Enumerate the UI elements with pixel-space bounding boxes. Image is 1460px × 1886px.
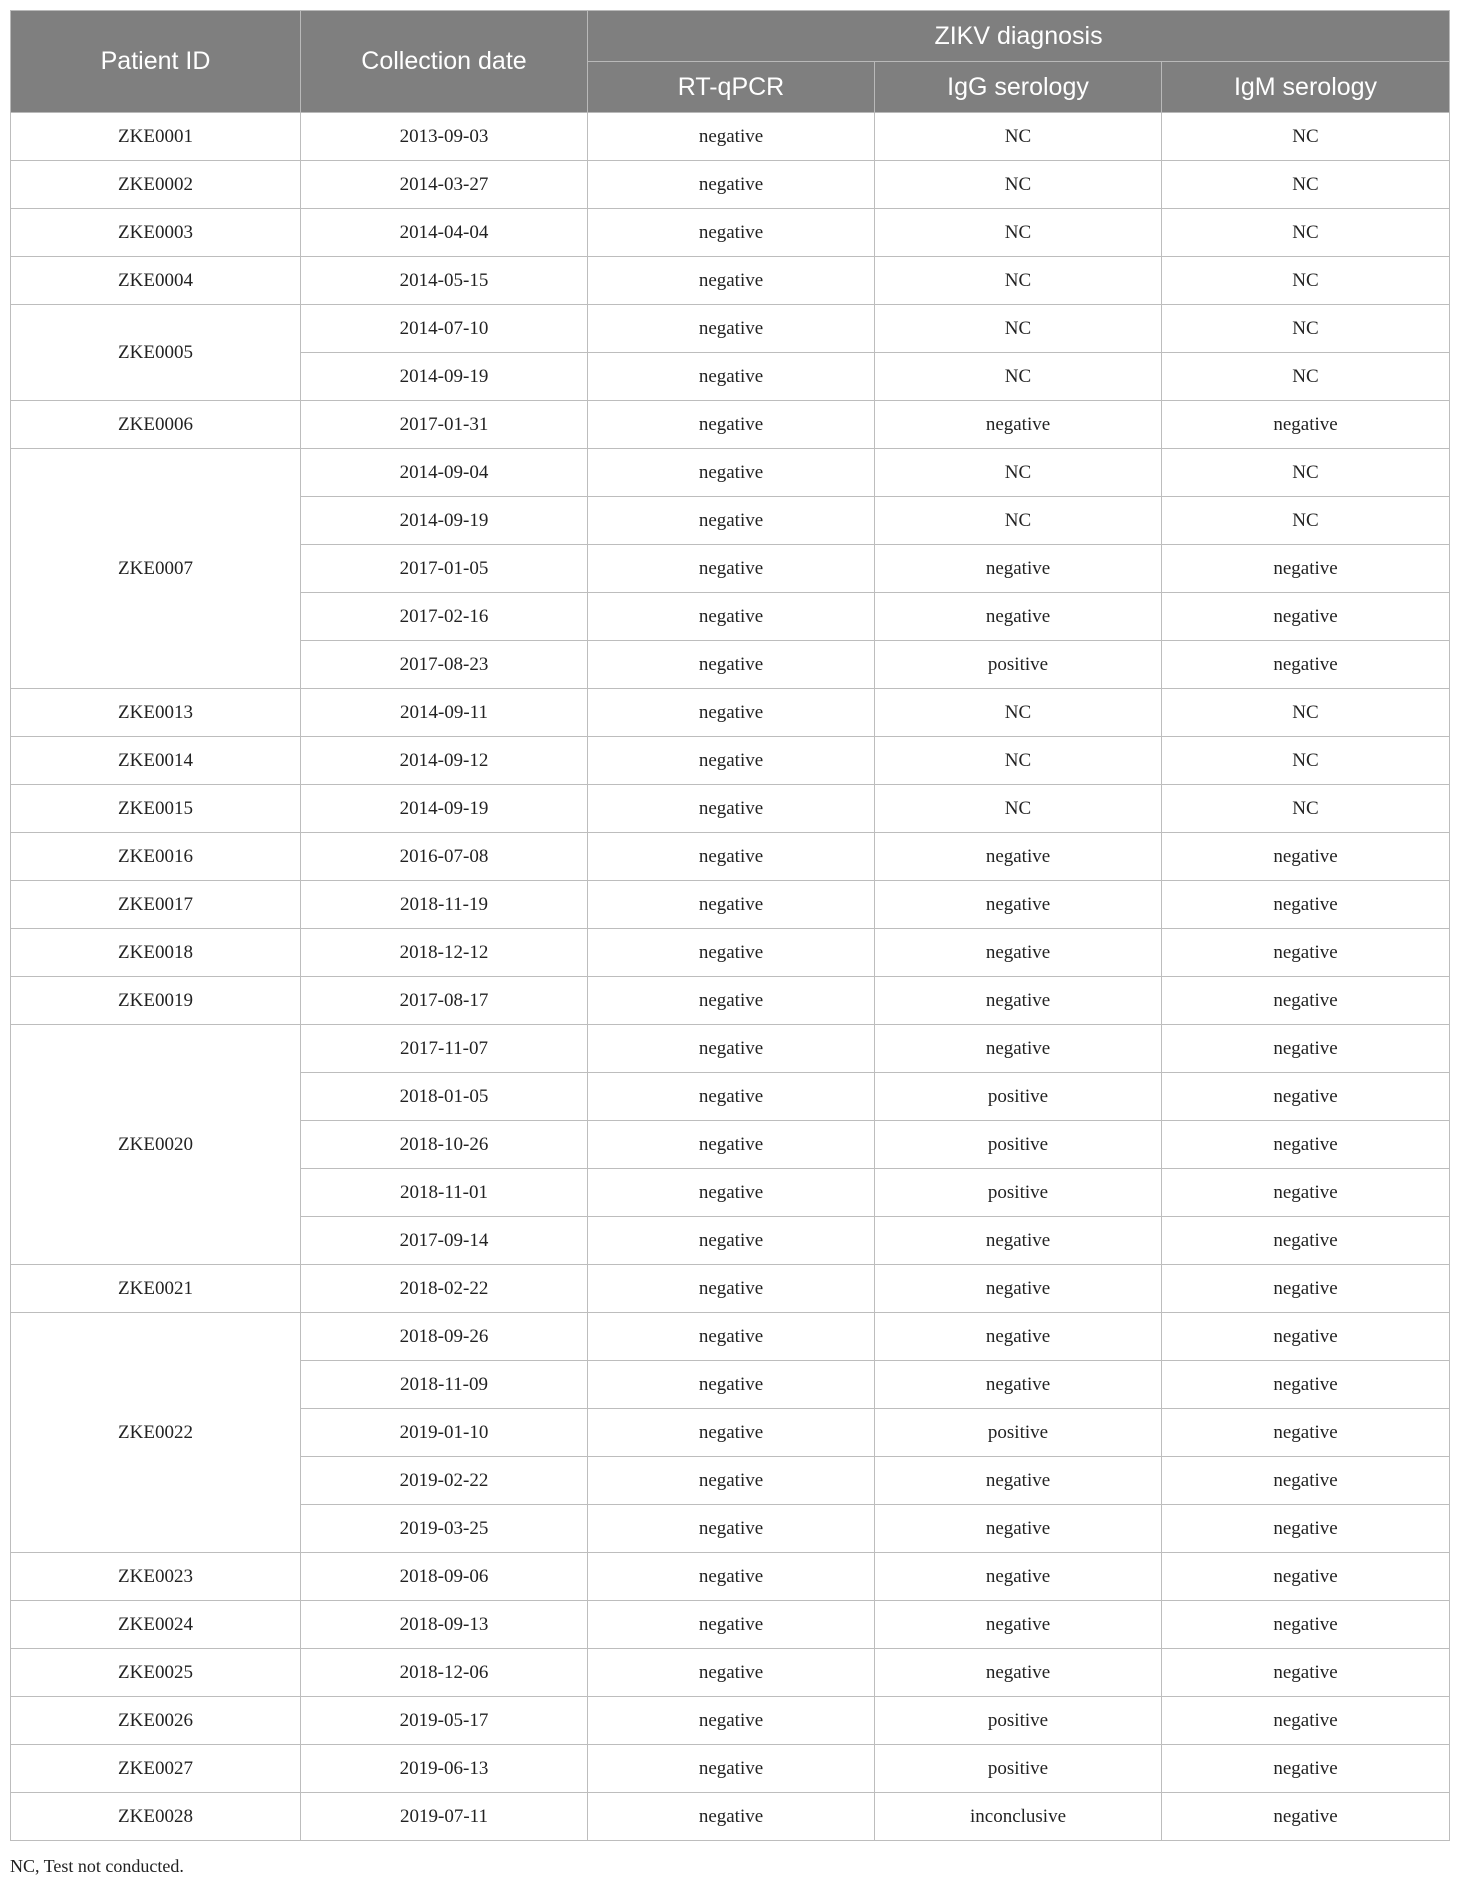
table-row <box>11 833 1450 881</box>
table-row <box>11 977 1450 1025</box>
cell-collection-date: 2018-09-06 <box>301 1553 588 1601</box>
cell-collection-date: 2017-01-31 <box>301 401 588 449</box>
cell-igm-serology: negative <box>1162 1073 1450 1121</box>
cell-collection-date: 2018-01-05 <box>301 1073 588 1121</box>
cell-rt-qpcr: negative <box>588 1745 875 1793</box>
cell-patient-id: ZKE0026 <box>11 1697 301 1745</box>
table-row <box>11 785 1450 833</box>
table-row <box>11 689 1450 737</box>
results-table-container <box>10 10 1449 1841</box>
cell-igg-serology: negative <box>875 1025 1162 1073</box>
cell-igm-serology: negative <box>1162 1409 1450 1457</box>
cell-patient-id: ZKE0004 <box>11 257 301 305</box>
header-zikv-diagnosis: ZIKV diagnosis <box>588 11 1450 62</box>
cell-igm-serology: negative <box>1162 1025 1450 1073</box>
cell-rt-qpcr: negative <box>588 497 875 545</box>
cell-patient-id: ZKE0018 <box>11 929 301 977</box>
cell-collection-date: 2019-06-13 <box>301 1745 588 1793</box>
cell-rt-qpcr: negative <box>588 1601 875 1649</box>
cell-collection-date: 2019-05-17 <box>301 1697 588 1745</box>
table-row <box>11 929 1450 977</box>
cell-collection-date: 2019-03-25 <box>301 1505 588 1553</box>
cell-igm-serology: NC <box>1162 353 1450 401</box>
cell-collection-date: 2014-09-12 <box>301 737 588 785</box>
cell-igg-serology: negative <box>875 929 1162 977</box>
cell-patient-id: ZKE0005 <box>11 305 301 401</box>
cell-rt-qpcr: negative <box>588 929 875 977</box>
cell-igm-serology: NC <box>1162 161 1450 209</box>
table-row <box>11 881 1450 929</box>
cell-patient-id: ZKE0001 <box>11 113 301 161</box>
cell-rt-qpcr: negative <box>588 833 875 881</box>
cell-igm-serology: negative <box>1162 1553 1450 1601</box>
cell-patient-id: ZKE0006 <box>11 401 301 449</box>
cell-igm-serology: negative <box>1162 1217 1450 1265</box>
cell-patient-id: ZKE0002 <box>11 161 301 209</box>
table-row <box>11 305 1450 353</box>
cell-rt-qpcr: negative <box>588 641 875 689</box>
cell-rt-qpcr: negative <box>588 1265 875 1313</box>
cell-patient-id: ZKE0027 <box>11 1745 301 1793</box>
cell-rt-qpcr: negative <box>588 209 875 257</box>
cell-igg-serology: NC <box>875 689 1162 737</box>
cell-igg-serology: negative <box>875 1553 1162 1601</box>
cell-igg-serology: negative <box>875 1361 1162 1409</box>
cell-patient-id: ZKE0003 <box>11 209 301 257</box>
cell-rt-qpcr: negative <box>588 1313 875 1361</box>
cell-rt-qpcr: negative <box>588 449 875 497</box>
table-row <box>11 401 1450 449</box>
cell-collection-date: 2017-02-16 <box>301 593 588 641</box>
cell-rt-qpcr: negative <box>588 881 875 929</box>
cell-igg-serology: NC <box>875 209 1162 257</box>
cell-igg-serology: NC <box>875 497 1162 545</box>
cell-igm-serology: negative <box>1162 1169 1450 1217</box>
cell-igm-serology: NC <box>1162 209 1450 257</box>
cell-igm-serology: NC <box>1162 113 1450 161</box>
cell-patient-id: ZKE0024 <box>11 1601 301 1649</box>
header-row-top <box>11 11 1450 62</box>
cell-rt-qpcr: negative <box>588 305 875 353</box>
cell-igg-serology: NC <box>875 161 1162 209</box>
cell-collection-date: 2019-07-11 <box>301 1793 588 1841</box>
table-row <box>11 1649 1450 1697</box>
cell-igg-serology: positive <box>875 1409 1162 1457</box>
cell-patient-id: ZKE0020 <box>11 1025 301 1265</box>
cell-igg-serology: NC <box>875 305 1162 353</box>
header-igg-serology: IgG serology <box>875 62 1162 113</box>
table-row <box>11 449 1450 497</box>
cell-rt-qpcr: negative <box>588 1505 875 1553</box>
cell-collection-date: 2014-09-11 <box>301 689 588 737</box>
cell-rt-qpcr: negative <box>588 113 875 161</box>
cell-patient-id: ZKE0016 <box>11 833 301 881</box>
cell-collection-date: 2018-12-12 <box>301 929 588 977</box>
cell-patient-id: ZKE0023 <box>11 1553 301 1601</box>
cell-patient-id: ZKE0028 <box>11 1793 301 1841</box>
cell-collection-date: 2018-12-06 <box>301 1649 588 1697</box>
cell-igm-serology: NC <box>1162 305 1450 353</box>
cell-igg-serology: negative <box>875 1457 1162 1505</box>
cell-rt-qpcr: negative <box>588 977 875 1025</box>
cell-igm-serology: negative <box>1162 1457 1450 1505</box>
cell-rt-qpcr: negative <box>588 1793 875 1841</box>
cell-rt-qpcr: negative <box>588 1649 875 1697</box>
cell-collection-date: 2016-07-08 <box>301 833 588 881</box>
cell-collection-date: 2014-09-04 <box>301 449 588 497</box>
cell-igm-serology: negative <box>1162 1505 1450 1553</box>
header-patient-id: Patient ID <box>11 11 301 113</box>
cell-patient-id: ZKE0021 <box>11 1265 301 1313</box>
cell-igm-serology: negative <box>1162 1697 1450 1745</box>
cell-igg-serology: positive <box>875 1745 1162 1793</box>
table-row <box>11 161 1450 209</box>
cell-rt-qpcr: negative <box>588 737 875 785</box>
cell-collection-date: 2014-09-19 <box>301 353 588 401</box>
cell-igm-serology: negative <box>1162 1265 1450 1313</box>
cell-collection-date: 2017-08-23 <box>301 641 588 689</box>
cell-igm-serology: negative <box>1162 1121 1450 1169</box>
cell-igm-serology: NC <box>1162 257 1450 305</box>
cell-collection-date: 2013-09-03 <box>301 113 588 161</box>
cell-igm-serology: negative <box>1162 1745 1450 1793</box>
cell-collection-date: 2014-09-19 <box>301 785 588 833</box>
cell-collection-date: 2017-08-17 <box>301 977 588 1025</box>
cell-igg-serology: negative <box>875 1505 1162 1553</box>
cell-rt-qpcr: negative <box>588 257 875 305</box>
cell-igm-serology: negative <box>1162 1361 1450 1409</box>
cell-igg-serology: negative <box>875 833 1162 881</box>
cell-igm-serology: NC <box>1162 737 1450 785</box>
cell-rt-qpcr: negative <box>588 689 875 737</box>
cell-collection-date: 2014-03-27 <box>301 161 588 209</box>
cell-igg-serology: negative <box>875 1313 1162 1361</box>
cell-rt-qpcr: negative <box>588 1697 875 1745</box>
cell-rt-qpcr: negative <box>588 1121 875 1169</box>
cell-igg-serology: negative <box>875 1265 1162 1313</box>
cell-collection-date: 2014-07-10 <box>301 305 588 353</box>
cell-rt-qpcr: negative <box>588 401 875 449</box>
cell-collection-date: 2018-10-26 <box>301 1121 588 1169</box>
cell-igm-serology: negative <box>1162 833 1450 881</box>
table-row <box>11 1265 1450 1313</box>
cell-collection-date: 2017-01-05 <box>301 545 588 593</box>
cell-collection-date: 2014-09-19 <box>301 497 588 545</box>
cell-patient-id: ZKE0022 <box>11 1313 301 1553</box>
cell-rt-qpcr: negative <box>588 593 875 641</box>
cell-collection-date: 2017-11-07 <box>301 1025 588 1073</box>
header-rt-qpcr: RT-qPCR <box>588 62 875 113</box>
cell-igg-serology: negative <box>875 1601 1162 1649</box>
cell-patient-id: ZKE0025 <box>11 1649 301 1697</box>
table-row <box>11 1697 1450 1745</box>
cell-igg-serology: NC <box>875 737 1162 785</box>
header-collection-date: Collection date <box>301 11 588 113</box>
cell-igg-serology: positive <box>875 1073 1162 1121</box>
cell-collection-date: 2014-05-15 <box>301 257 588 305</box>
cell-rt-qpcr: negative <box>588 1553 875 1601</box>
table-row <box>11 1025 1450 1073</box>
cell-collection-date: 2018-11-19 <box>301 881 588 929</box>
cell-igm-serology: negative <box>1162 881 1450 929</box>
table-row <box>11 257 1450 305</box>
cell-rt-qpcr: negative <box>588 1361 875 1409</box>
cell-rt-qpcr: negative <box>588 1025 875 1073</box>
cell-igm-serology: negative <box>1162 641 1450 689</box>
cell-rt-qpcr: negative <box>588 353 875 401</box>
cell-igg-serology: positive <box>875 1121 1162 1169</box>
cell-rt-qpcr: negative <box>588 1457 875 1505</box>
cell-patient-id: ZKE0014 <box>11 737 301 785</box>
table-row <box>11 1553 1450 1601</box>
cell-igm-serology: negative <box>1162 401 1450 449</box>
table-row <box>11 1793 1450 1841</box>
cell-collection-date: 2018-09-26 <box>301 1313 588 1361</box>
cell-collection-date: 2018-02-22 <box>301 1265 588 1313</box>
cell-igm-serology: negative <box>1162 1601 1450 1649</box>
cell-igm-serology: negative <box>1162 1649 1450 1697</box>
cell-igg-serology: positive <box>875 641 1162 689</box>
table-row <box>11 1745 1450 1793</box>
cell-igg-serology: negative <box>875 1217 1162 1265</box>
cell-igg-serology: negative <box>875 401 1162 449</box>
cell-collection-date: 2019-02-22 <box>301 1457 588 1505</box>
cell-igg-serology: negative <box>875 1649 1162 1697</box>
cell-igm-serology: negative <box>1162 929 1450 977</box>
cell-igg-serology: NC <box>875 113 1162 161</box>
table-row <box>11 1313 1450 1361</box>
cell-collection-date: 2018-11-01 <box>301 1169 588 1217</box>
table-row <box>11 737 1450 785</box>
cell-rt-qpcr: negative <box>588 161 875 209</box>
zikv-results-table <box>10 10 1450 1841</box>
cell-igg-serology: positive <box>875 1169 1162 1217</box>
cell-igg-serology: negative <box>875 593 1162 641</box>
cell-igg-serology: NC <box>875 353 1162 401</box>
table-row <box>11 1601 1450 1649</box>
cell-collection-date: 2014-04-04 <box>301 209 588 257</box>
cell-igm-serology: NC <box>1162 497 1450 545</box>
cell-patient-id: ZKE0013 <box>11 689 301 737</box>
cell-igg-serology: negative <box>875 545 1162 593</box>
cell-igm-serology: negative <box>1162 545 1450 593</box>
cell-rt-qpcr: negative <box>588 1409 875 1457</box>
table-footnote: NC, Test not conducted. <box>10 1856 184 1876</box>
cell-rt-qpcr: negative <box>588 785 875 833</box>
cell-rt-qpcr: negative <box>588 1169 875 1217</box>
cell-patient-id: ZKE0019 <box>11 977 301 1025</box>
cell-collection-date: 2019-01-10 <box>301 1409 588 1457</box>
cell-igm-serology: negative <box>1162 977 1450 1025</box>
cell-collection-date: 2017-09-14 <box>301 1217 588 1265</box>
cell-rt-qpcr: negative <box>588 1217 875 1265</box>
cell-igg-serology: NC <box>875 785 1162 833</box>
header-igm-serology: IgM serology <box>1162 62 1450 113</box>
cell-igg-serology: inconclusive <box>875 1793 1162 1841</box>
cell-patient-id: ZKE0017 <box>11 881 301 929</box>
cell-igm-serology: negative <box>1162 1313 1450 1361</box>
cell-patient-id: ZKE0007 <box>11 449 301 689</box>
table-header <box>11 11 1450 113</box>
cell-igg-serology: negative <box>875 977 1162 1025</box>
table-row <box>11 209 1450 257</box>
cell-collection-date: 2018-11-09 <box>301 1361 588 1409</box>
cell-igg-serology: positive <box>875 1697 1162 1745</box>
cell-igg-serology: NC <box>875 449 1162 497</box>
cell-igm-serology: NC <box>1162 785 1450 833</box>
cell-igg-serology: NC <box>875 257 1162 305</box>
cell-rt-qpcr: negative <box>588 1073 875 1121</box>
cell-patient-id: ZKE0015 <box>11 785 301 833</box>
cell-igm-serology: NC <box>1162 449 1450 497</box>
cell-igm-serology: NC <box>1162 689 1450 737</box>
table-body <box>11 113 1450 1841</box>
cell-collection-date: 2018-09-13 <box>301 1601 588 1649</box>
cell-igg-serology: negative <box>875 881 1162 929</box>
cell-rt-qpcr: negative <box>588 545 875 593</box>
cell-igm-serology: negative <box>1162 1793 1450 1841</box>
table-row <box>11 113 1450 161</box>
cell-igm-serology: negative <box>1162 593 1450 641</box>
